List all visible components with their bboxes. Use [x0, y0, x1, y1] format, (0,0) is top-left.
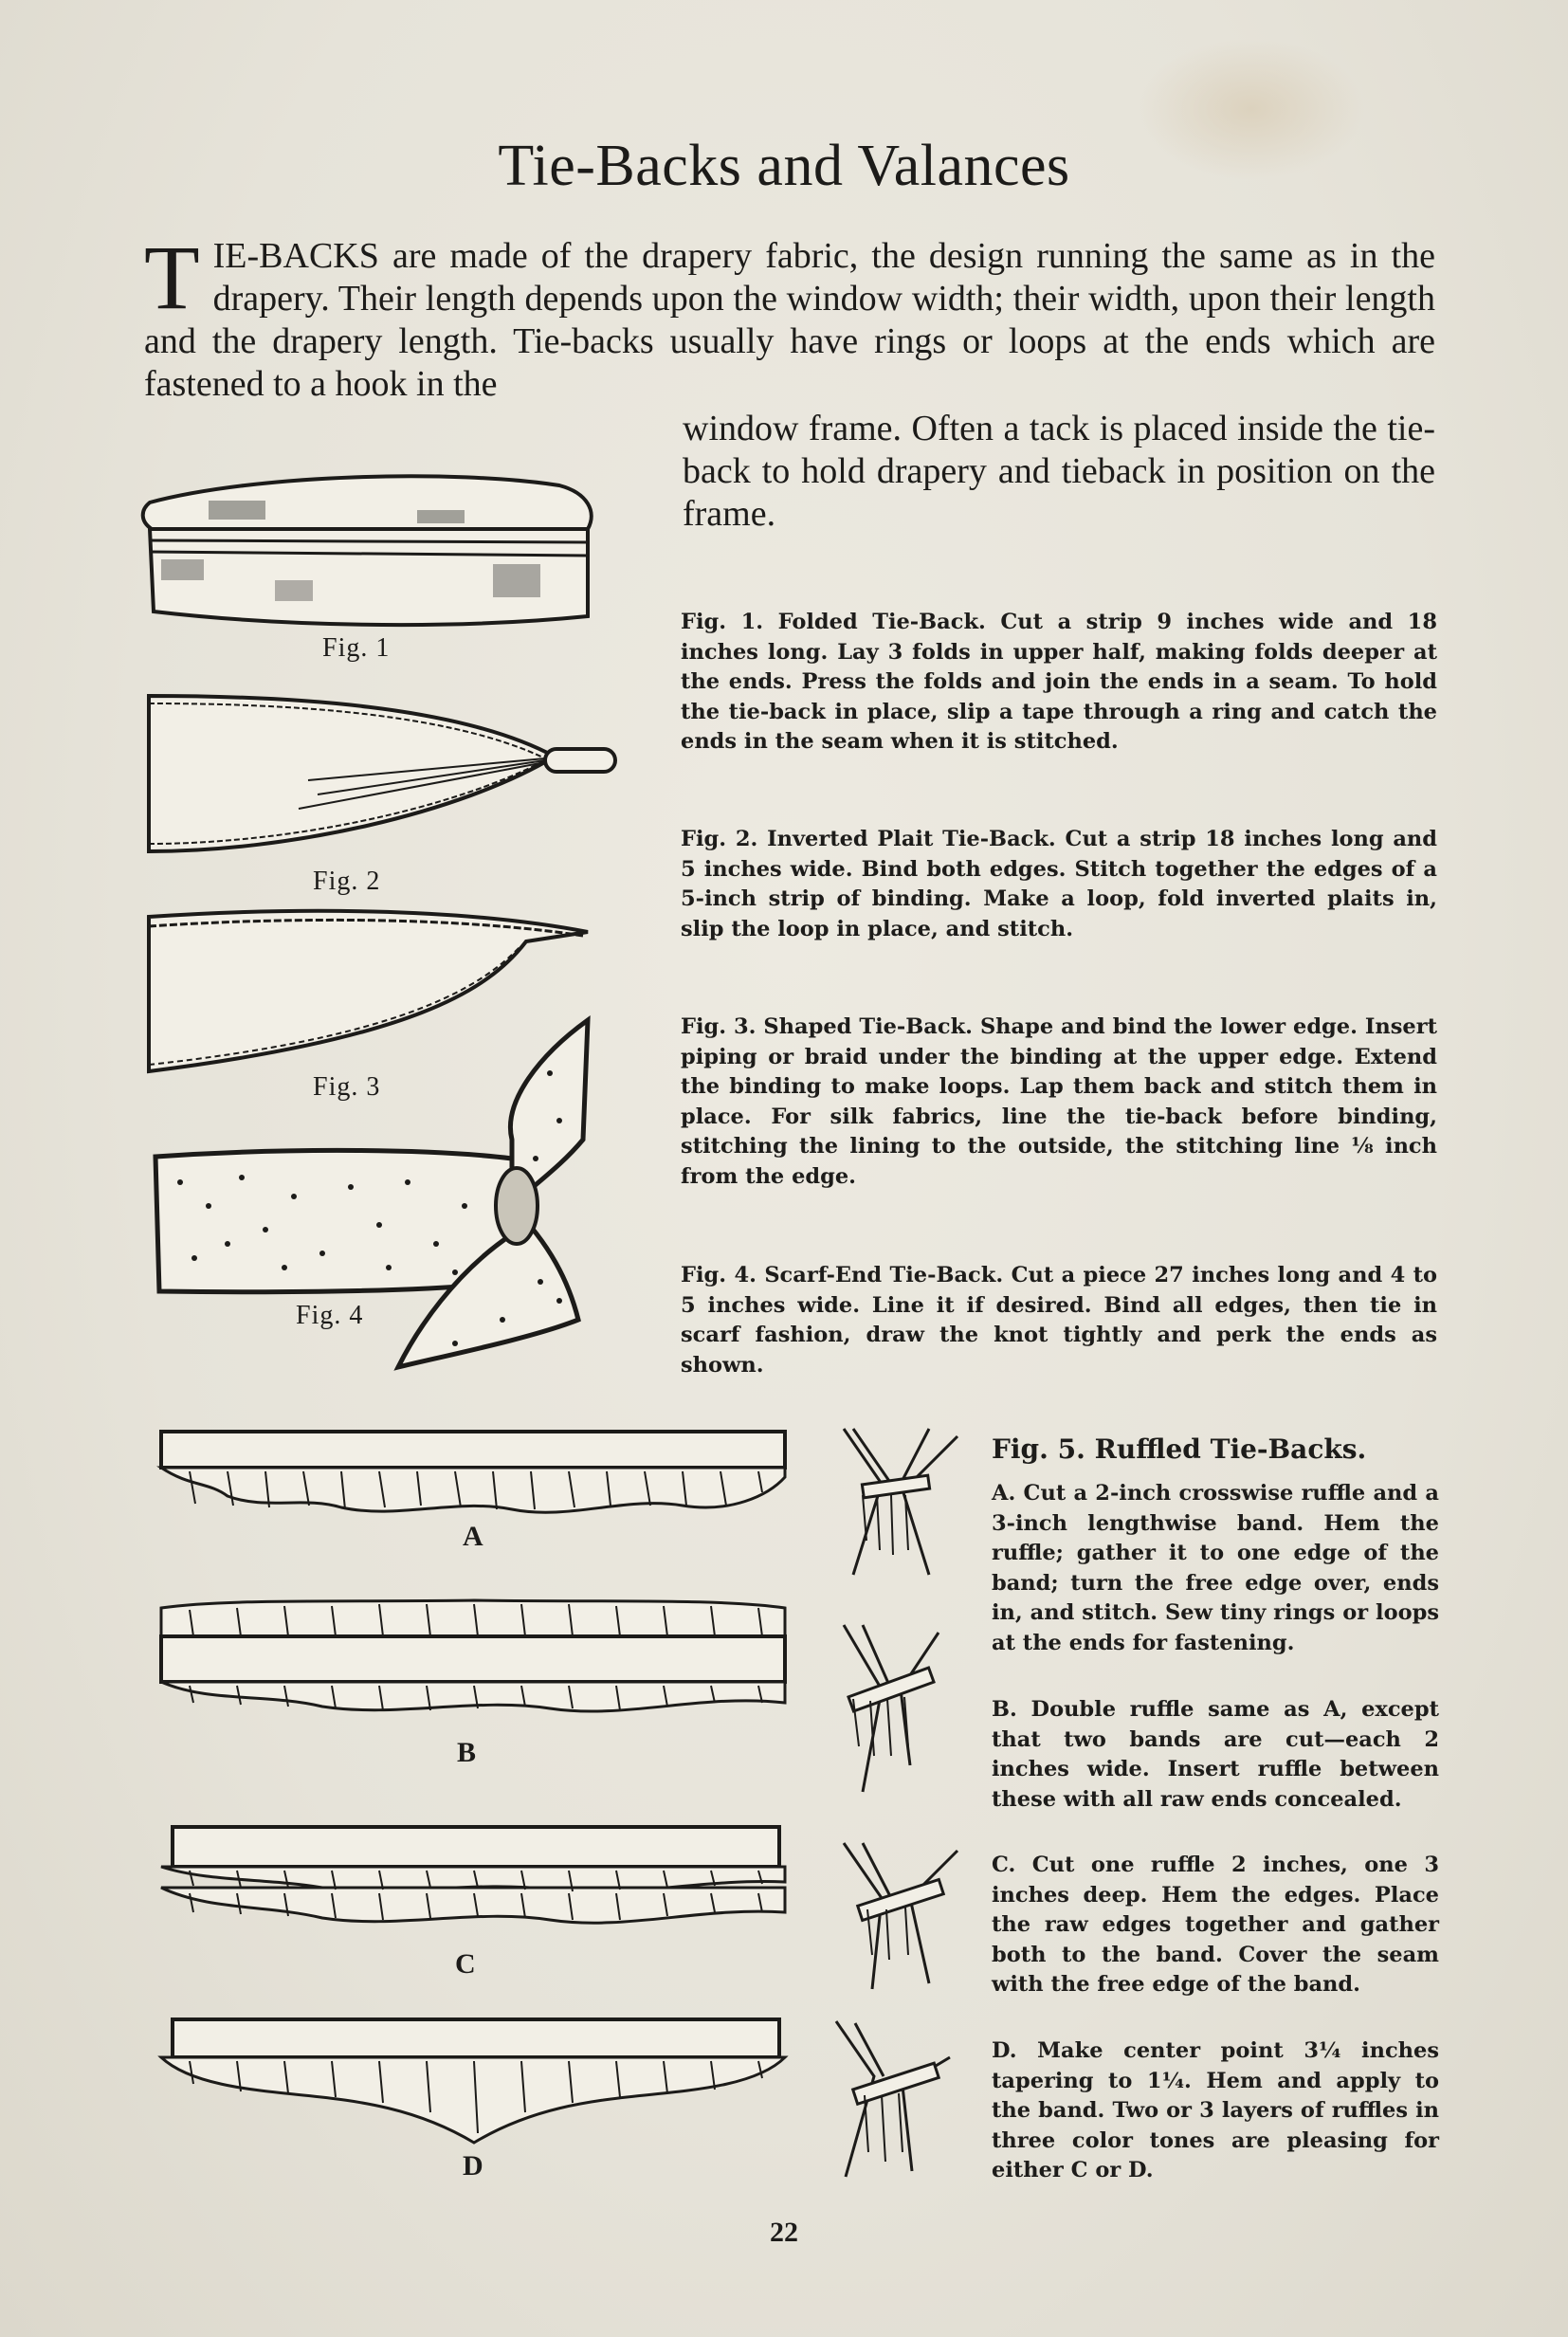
ruffle-b-text: B. Double ruffle same as A, except that two bands are cut—each 2 inches wide. Insert ruffle between these with all raw ends concealed. [992, 1697, 1439, 1812]
page-number: 22 [770, 2217, 798, 2248]
intro-tail-text: window frame. Often a tack is placed inside the tie-back to hold drapery and tieback in position on the frame. [683, 409, 1435, 534]
fig4-caption-body: Cut a piece 27 inches long and 4 to 5 inches wide. Line it if desired. Bind all edges, then tie in scarf fashion, draw the knot tightly and perk the ends as shown. [681, 1263, 1437, 1378]
fig5-heading: Fig. 5. Ruffled Tie-Backs. [992, 1433, 1367, 1465]
fig1-caption-title: Fig. 1. Folded Tie-Back. [681, 610, 986, 634]
fig4-label: Fig. 4 [296, 1301, 364, 1330]
fig3-caption-title: Fig. 3. Shaped Tie-Back. [681, 1014, 973, 1039]
ruffle-d-letter: D [463, 2150, 483, 2182]
fig1-caption [681, 608, 1437, 758]
intro-lead-text: IE-BACKS are made of the drapery fabric, the design running the same as in the drapery. Their length depends upon the window width; their width, upon their length and the drapery length. Tie-backs usually have rings or loops at the ends which are fastened to a hook in the [144, 236, 1435, 404]
ruffle-d-illustration [152, 2017, 796, 2150]
ruffle-c-text: C. Cut one ruffle 2 inches, one 3 inches deep. Hem the edges. Place the raw edges together and gather both to the band. Cover the seam with the free edge of the band. [992, 1853, 1439, 1997]
intro-paragraph [144, 227, 1435, 406]
page-title: Tie-Backs and Valances [498, 134, 1070, 198]
ruffle-a-text: A. Cut a 2-inch crosswise ruffle and a 3-inch lengthwise band. Hem the ruffle; gather it to one edge of the band; turn the free edge over, ends in, and stitch. Sew tiny rings or loops at the ends for fastening. [992, 1481, 1439, 1655]
fig4-caption [681, 1261, 1437, 1380]
ruffle-c-illustration [152, 1825, 796, 1939]
fig1-folded-tieback-illustration [142, 474, 607, 635]
fig2-caption [681, 825, 1437, 944]
ruffle-b-sketch [825, 1623, 957, 1794]
drop-cap: T [144, 227, 200, 328]
ruffle-a-letter: A [463, 1521, 483, 1552]
fig3-caption-body: Shape and bind the lower edge. Insert piping or braid under the binding at the upper edge. Extend the binding to make loops. Lap them back and stitch them in place. For silk fabrics, line the tie-back before binding, stitching the lining to the outside, the stitching line ⅛ inch from the edge. [681, 1014, 1437, 1189]
ruffle-d-text: D. Make center point 3¼ inches tapering to 1¼. Hem and apply to the band. Two or 3 layers of ruffles in three color tones are pleasing for either C or D. [992, 2038, 1439, 2182]
fig2-inverted-plait-tieback-illustration [147, 690, 621, 861]
fig1-label: Fig. 1 [322, 633, 391, 663]
ruffle-d-sketch [827, 2019, 959, 2181]
fig4-caption-title: Fig. 4. Scarf-End Tie-Back. [681, 1263, 1004, 1287]
fig2-caption-body: Cut a strip 18 inches long and 5 inches wide. Bind both edges. Stitch together the edges of a 5-inch strip of binding. Make a loop, fold inverted plaits in, slip the loop in place, and stitch. [681, 827, 1438, 941]
ruffle-c-letter: C [455, 1948, 476, 1980]
fig3-label: Fig. 3 [313, 1072, 381, 1102]
ruffle-c-sketch [834, 1841, 967, 1993]
fig1-caption-body: Cut a strip 9 inches wide and 18 inches long. Lay 3 folds in upper half, making folds deeper at the ends. Press the folds and join the ends in a seam. To hold the tie-back in place, slip a tape through a ring and catch the ends in the seam when it is stitched. [681, 610, 1437, 754]
ruffle-b-illustration [152, 1598, 796, 1731]
fig2-caption-title: Fig. 2. Inverted Plait Tie-Back. [681, 827, 1056, 851]
fig2-label: Fig. 2 [313, 867, 381, 896]
fig4-scarf-end-tieback-illustration [152, 1016, 607, 1377]
ruffle-a-illustration [152, 1430, 796, 1525]
ruffle-b-letter: B [457, 1737, 477, 1768]
fig3-caption [681, 1013, 1437, 1192]
ruffle-a-sketch [834, 1427, 967, 1579]
